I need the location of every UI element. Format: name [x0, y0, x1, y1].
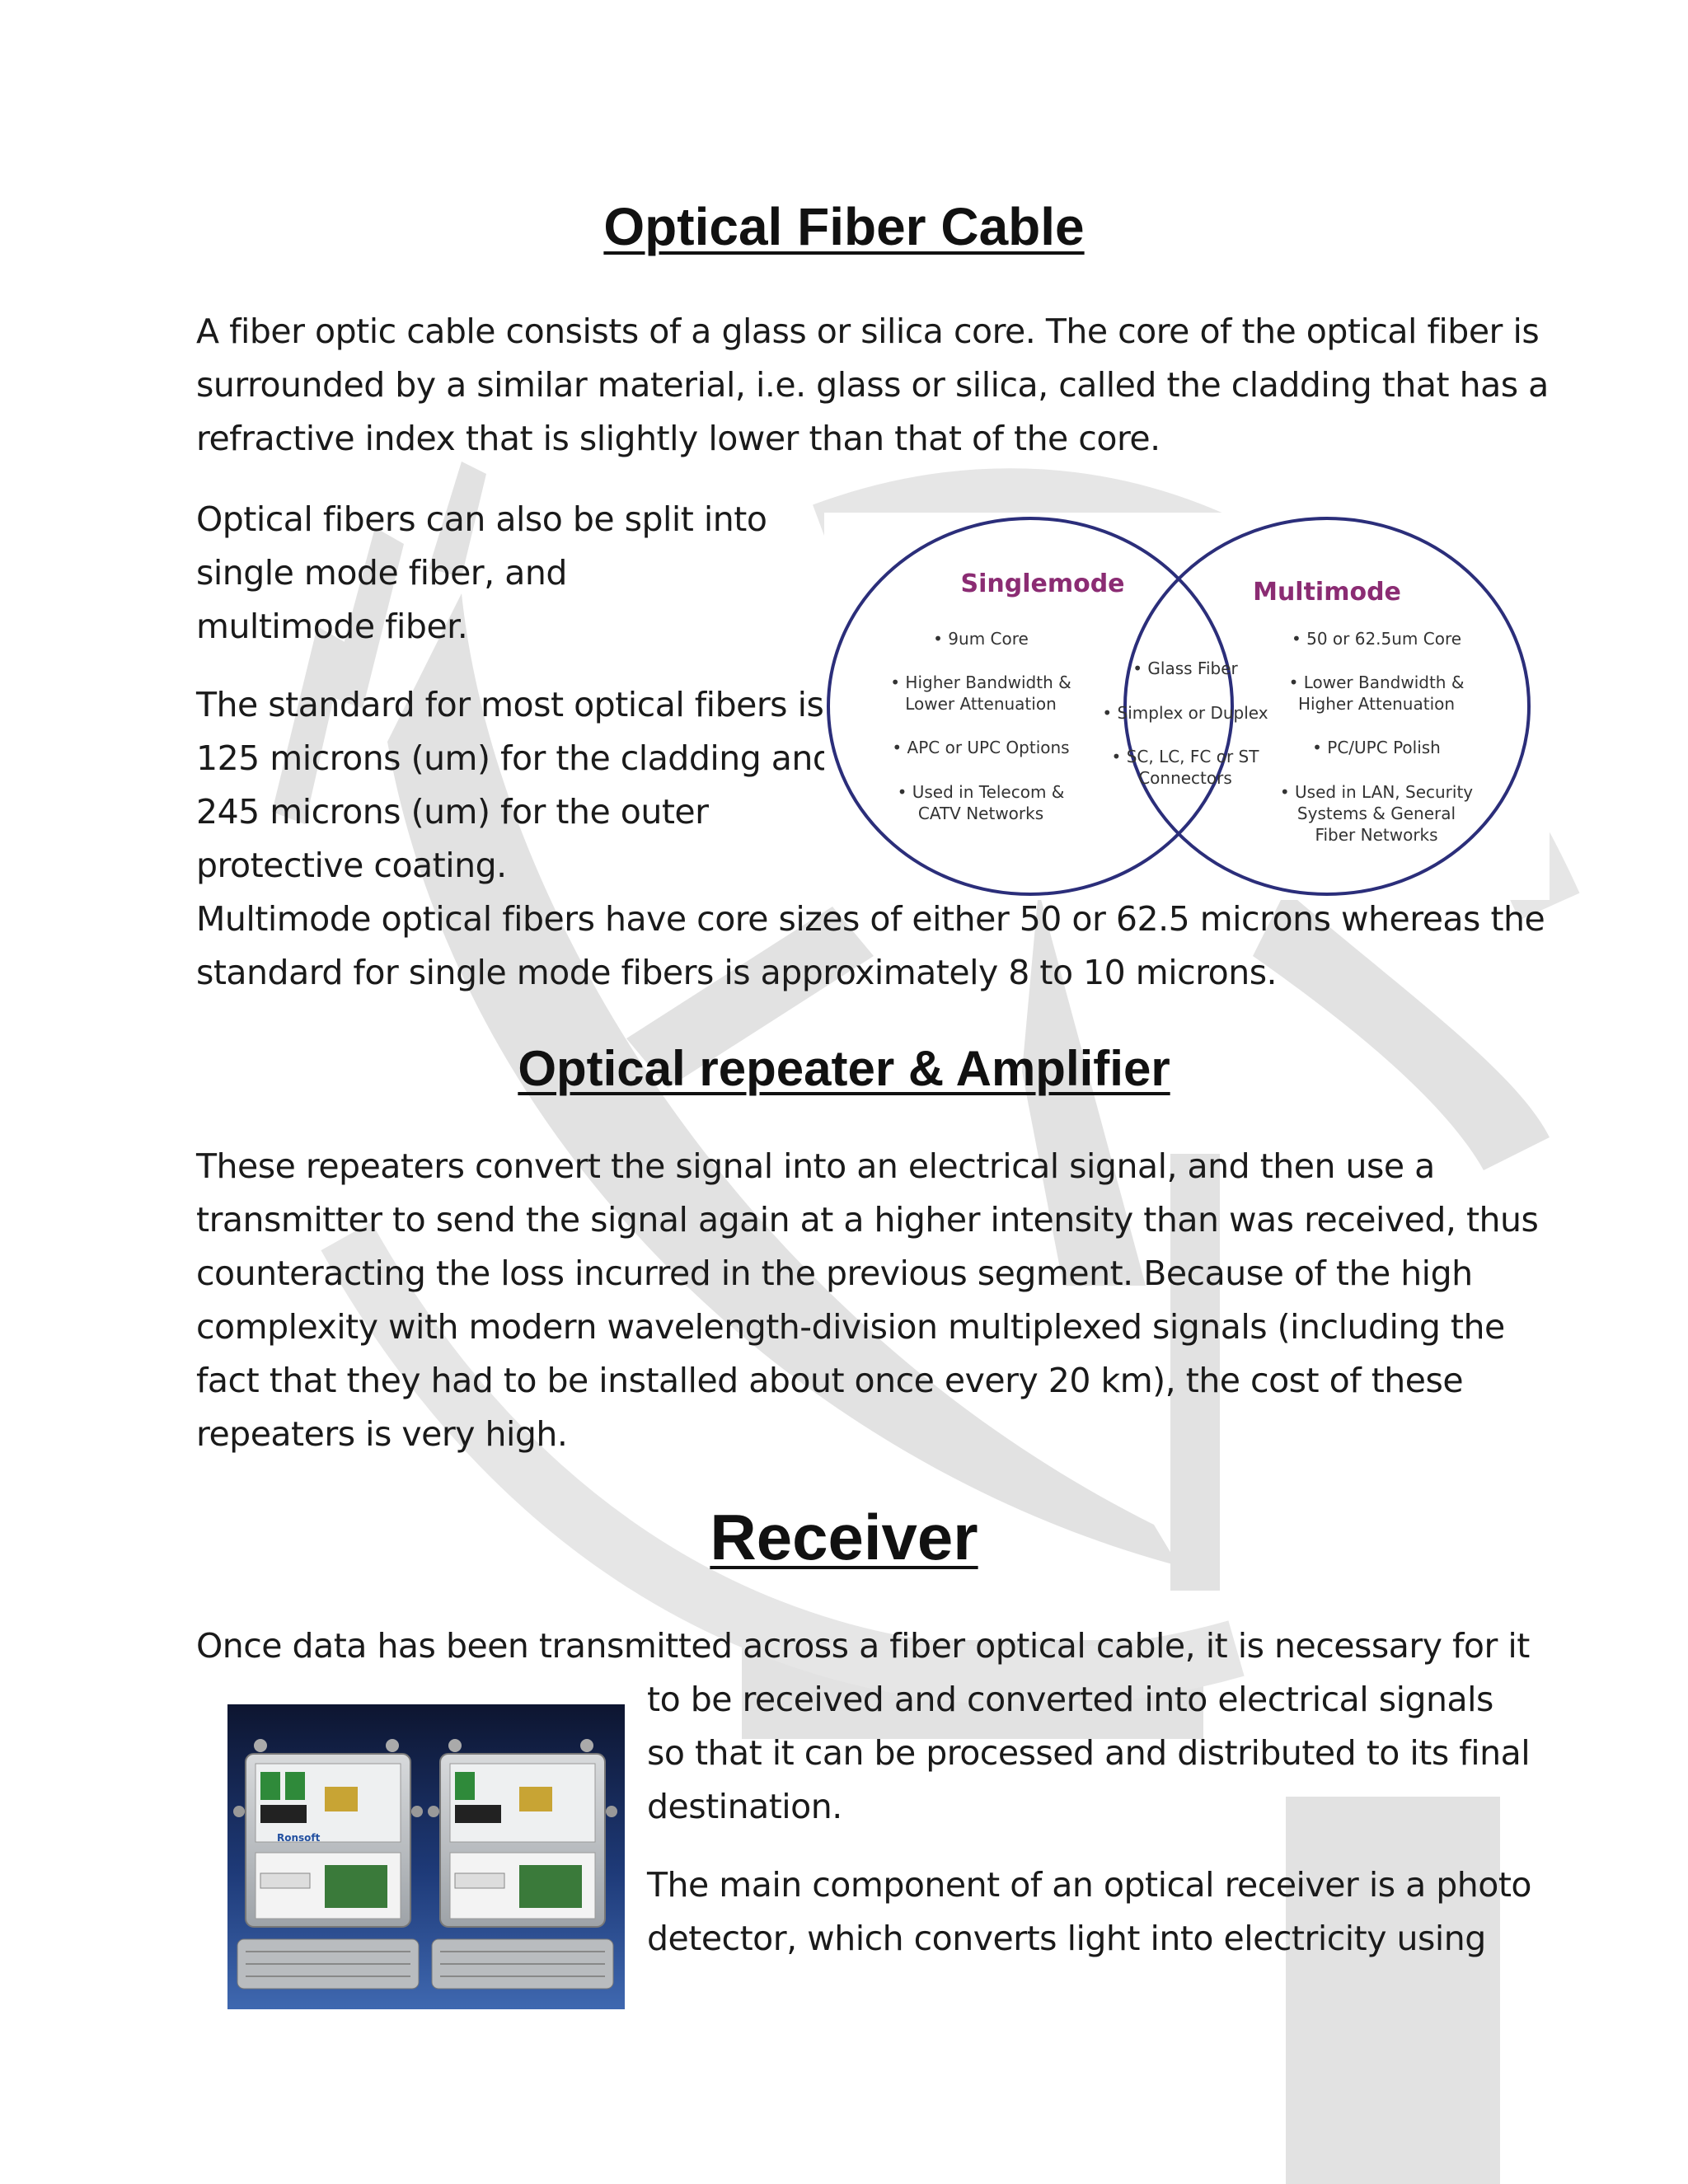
text-line: 125 microns (um) for the cladding and	[196, 738, 834, 778]
receiver-unit-left	[233, 1739, 423, 1989]
repeater-paragraph	[196, 1140, 1538, 1461]
fiber-split-paragraph	[196, 493, 767, 654]
venn-left-item: • 9um Core	[933, 629, 1029, 649]
optical-receiver-photo	[227, 1704, 625, 2009]
text-line: The standard for most optical fibers is	[196, 685, 824, 724]
venn-right-item: Higher Attenuation	[1297, 694, 1456, 714]
text-line: counteracting the loss incurred in the previous segment. Because of the high	[196, 1254, 1473, 1293]
venn-left-item: • APC or UPC Options	[892, 738, 1070, 757]
text-line: protective coating.	[196, 846, 507, 885]
text-line: destination.	[647, 1787, 842, 1826]
receiver-unit-right	[428, 1739, 617, 1989]
text-line: refractive index that is slightly lower than that of the core.	[196, 419, 1160, 458]
text-line: complexity with modern wavelength-division multiplexed signals (including the	[196, 1307, 1505, 1347]
text-line: These repeaters convert the signal into an electrical signal, and then use a	[196, 1146, 1435, 1186]
text-line: fact that they had to be installed about once every 20 km), the cost of these	[196, 1361, 1464, 1400]
receiver-paragraph	[647, 1673, 1530, 1834]
photo-brand-label: Ronsoft	[277, 1832, 321, 1844]
heading-receiver: Receiver	[710, 1501, 978, 1573]
venn-center-item: • Glass Fiber	[1132, 658, 1238, 678]
text-line: detector, which converts light into electricity using	[647, 1919, 1486, 1958]
venn-right-item: • PC/UPC Polish	[1312, 738, 1441, 757]
receiver-first-line: Once data has been transmitted across a fiber optical cable, it is necessary for it	[196, 1626, 1530, 1666]
text-line: single mode fiber, and	[196, 553, 567, 593]
text-line: repeaters is very high.	[196, 1414, 568, 1454]
venn-center-item: Connectors	[1138, 768, 1232, 788]
venn-right-item: • Used in LAN, Security	[1279, 782, 1474, 802]
text-line: so that it can be processed and distributed to its final	[647, 1733, 1531, 1773]
heading-optical-fiber-cable: Optical Fiber Cable	[603, 197, 1085, 256]
multimode-core-paragraph	[196, 893, 1545, 1000]
singlemode-title: Singlemode	[960, 569, 1125, 598]
text-line: transmitter to send the signal again at a higher intensity than was received, thus	[196, 1200, 1539, 1240]
venn-right-item: Fiber Networks	[1315, 825, 1438, 845]
intro-paragraph	[196, 305, 1549, 466]
venn-center-item: • Simplex or Duplex	[1102, 703, 1268, 723]
text-line: Multimode optical fibers have core sizes of either 50 or 62.5 microns whereas the	[196, 899, 1545, 939]
text-line: multimode fiber.	[196, 607, 468, 646]
photo-detector-paragraph	[647, 1858, 1531, 1966]
venn-left-item: CATV Networks	[917, 804, 1044, 823]
text-line: to be received and converted into electrical signals	[647, 1680, 1493, 1719]
singlemode-multimode-venn-diagram	[824, 513, 1550, 900]
venn-right-item: Systems & General	[1296, 804, 1456, 823]
text-line: 245 microns (um) for the outer	[196, 792, 709, 832]
heading-optical-repeater: Optical repeater & Amplifier	[518, 1041, 1170, 1096]
text-line: standard for single mode fibers is approximately 8 to 10 microns.	[196, 953, 1278, 992]
venn-center-item: • SC, LC, FC or ST	[1111, 747, 1259, 766]
text-line: surrounded by a similar material, i.e. glass or silica, called the cladding that has a	[196, 365, 1549, 405]
venn-left-item: • Higher Bandwidth &	[890, 673, 1071, 692]
text-line: The main component of an optical receiver is a photo	[647, 1865, 1532, 1905]
venn-right-item: • 50 or 62.5um Core	[1291, 629, 1462, 649]
venn-left-item: Lower Attenuation	[905, 694, 1057, 714]
text-line: A fiber optic cable consists of a glass or silica core. The core of the optical fiber is	[196, 312, 1540, 351]
text-line: Optical fibers can also be split into	[196, 499, 767, 539]
venn-left-item: • Used in Telecom &	[897, 782, 1065, 802]
multimode-title: Multimode	[1253, 578, 1401, 607]
venn-right-item: • Lower Bandwidth &	[1288, 673, 1465, 692]
fiber-standard-paragraph	[196, 678, 833, 893]
